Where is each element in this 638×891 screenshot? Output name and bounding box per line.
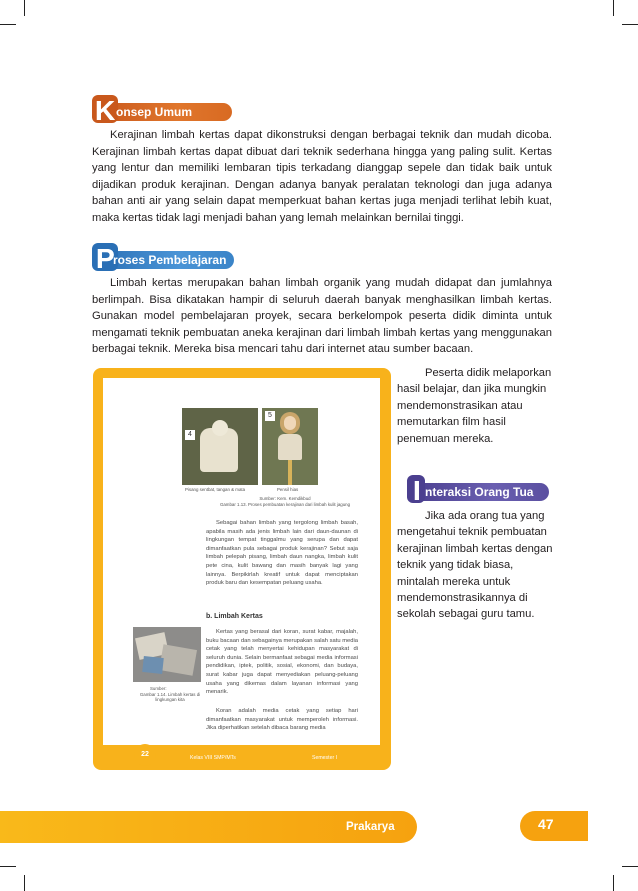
photo-paper-waste (133, 627, 201, 682)
header-title: nteraksi Orang Tua (425, 485, 534, 499)
book-heading-limbah-kertas: b. Limbah Kertas (206, 613, 263, 620)
photo3-caption: Gambar 1.14. Limbah kertas di lingkungan kita (139, 692, 201, 703)
side-note: Peserta didik melaporkan hasil belajar, dan jika mungkin mendemonstrasikan atau memutarkan film hasil penemuan mereka. (397, 367, 552, 445)
book-page-number: 22 (134, 744, 156, 766)
photo-corn-husk-doll: 4 (182, 408, 258, 485)
header-initial: P (96, 243, 115, 274)
book-paragraph-1: Sebagai bahan limbah yang tergolong limbah basah, apabila masih ada jenis limbah lain dari daun-daunan di lingkungan tempat tinggalmu yang serupa dan dapat dimanfaatkan pula sebagai produk kerajinan? Sebut saja limbah pelepah pisang, limbah daun nangka, limbah kulit pete cina, kulit bawang dan masih banyak lagi yang lainnya. Berpikirlah kreatif untuk dapat menciptakan produk baru dan kesempatan peluang usaha. (206, 520, 358, 587)
crop-mark (24, 0, 25, 16)
photo1-caption: Pisang sentbat, tangan & mata (185, 487, 246, 492)
photo3-source: Sumber: (150, 686, 167, 691)
book-paragraph-2: Kertas yang berasal dari koran, surat kabar, majalah, buku bacaan dan sebagainya merupakan salah satu media cetak yang telah menyertai kehidupan masyarakat di seluruh dunia. Selain bermanfaat sebagai media informasi pendidikan, iptek, politik, sosial, ekonomi, dan budaya, surat kabar juga dapat menyediakan peluang-peluang usaha yang dikemas dalam layanan informasi yang menarik. (206, 629, 358, 696)
photo2-caption: Pensil hias (277, 487, 299, 492)
footer-page-tab (520, 811, 588, 841)
crop-mark (0, 866, 16, 867)
crop-mark (24, 875, 25, 891)
book-footer-semester: Semester I (312, 755, 338, 761)
figure-source: Sumber: Kem. Kemdikbud (259, 496, 311, 501)
header-title: roses Pembelajaran (113, 253, 227, 267)
footer-subject-label: Prakarya (346, 821, 395, 833)
photo-decorated-pencil: 5 (262, 408, 318, 485)
section-header-interaksi-orang-tua (407, 475, 549, 506)
figure-caption: Gambar 1.13. Proses pembuatan kerajinan dari limbah kulit jagung (219, 502, 351, 507)
header-title: onsep Umum (116, 105, 193, 119)
crop-mark (622, 24, 638, 25)
section-header-konsep-umum (92, 95, 232, 126)
header-initial: K (95, 95, 116, 126)
crop-mark (613, 875, 614, 891)
interaksi-paragraph: Jika ada orang tua yang mengetahui teknik pembuatan kerajinan limbah kertas dengan teknik yang tidak biasa, mintalah mereka untuk mendemonstrasikannya di sekolah sebagai guru tamu. (397, 510, 553, 621)
book-footer-class: Kelas VIII SMP/MTs (190, 755, 236, 761)
crop-mark (613, 0, 614, 16)
section-header-proses-pembelajaran (92, 243, 234, 274)
crop-mark (0, 24, 16, 25)
konsep-umum-paragraph: Kerajinan limbah kertas dapat dikonstruksi dengan berbagai teknik dan mudah dicoba. Kerajinan limbah kertas dapat dibuat dari teknik sederhana hingga yang paling sulit. Kertas yang lentur dan memiliki lembaran tipis terkadang dianggap sepele dan tidak baik untuk dijadikan produk kerajinan. Dengan adanya banyak peralatan teknologi dan juga adanya bahan anti air yang selain dapat memperkuat bahan kertas juga menjadi terlihat lebih kuat, maka kertas tidak lagi menjadi bahan yang lemah melainkan bernilai tinggi. (92, 129, 552, 224)
footer-page-number: 47 (538, 816, 554, 832)
proses-pembelajaran-paragraph: Limbah kertas merupakan bahan limbah organik yang mudah didapat dan jumlahnya berlimpah. Bisa dikatakan hampir di seluruh daerah banyak menghasilkan limbah kertas. Gunakan model pembelajaran proyek, secara berkelompok peserta didik diminta untuk mengamati teknik pembuatan aneka kerajinan dari limbah limbah kertas yang menggunakan berbagai teknik. Mereka bisa mencari tahu dari internet atau sumber bacaan. (92, 277, 552, 356)
crop-mark (622, 866, 638, 867)
header-initial: I (413, 475, 421, 506)
book-paragraph-3: Koran adalah media cetak yang setiap hari dimanfaatkan masyarakat untuk memperoleh informasi. Jika diperhatikan setelah dibaca barang media (206, 708, 358, 732)
